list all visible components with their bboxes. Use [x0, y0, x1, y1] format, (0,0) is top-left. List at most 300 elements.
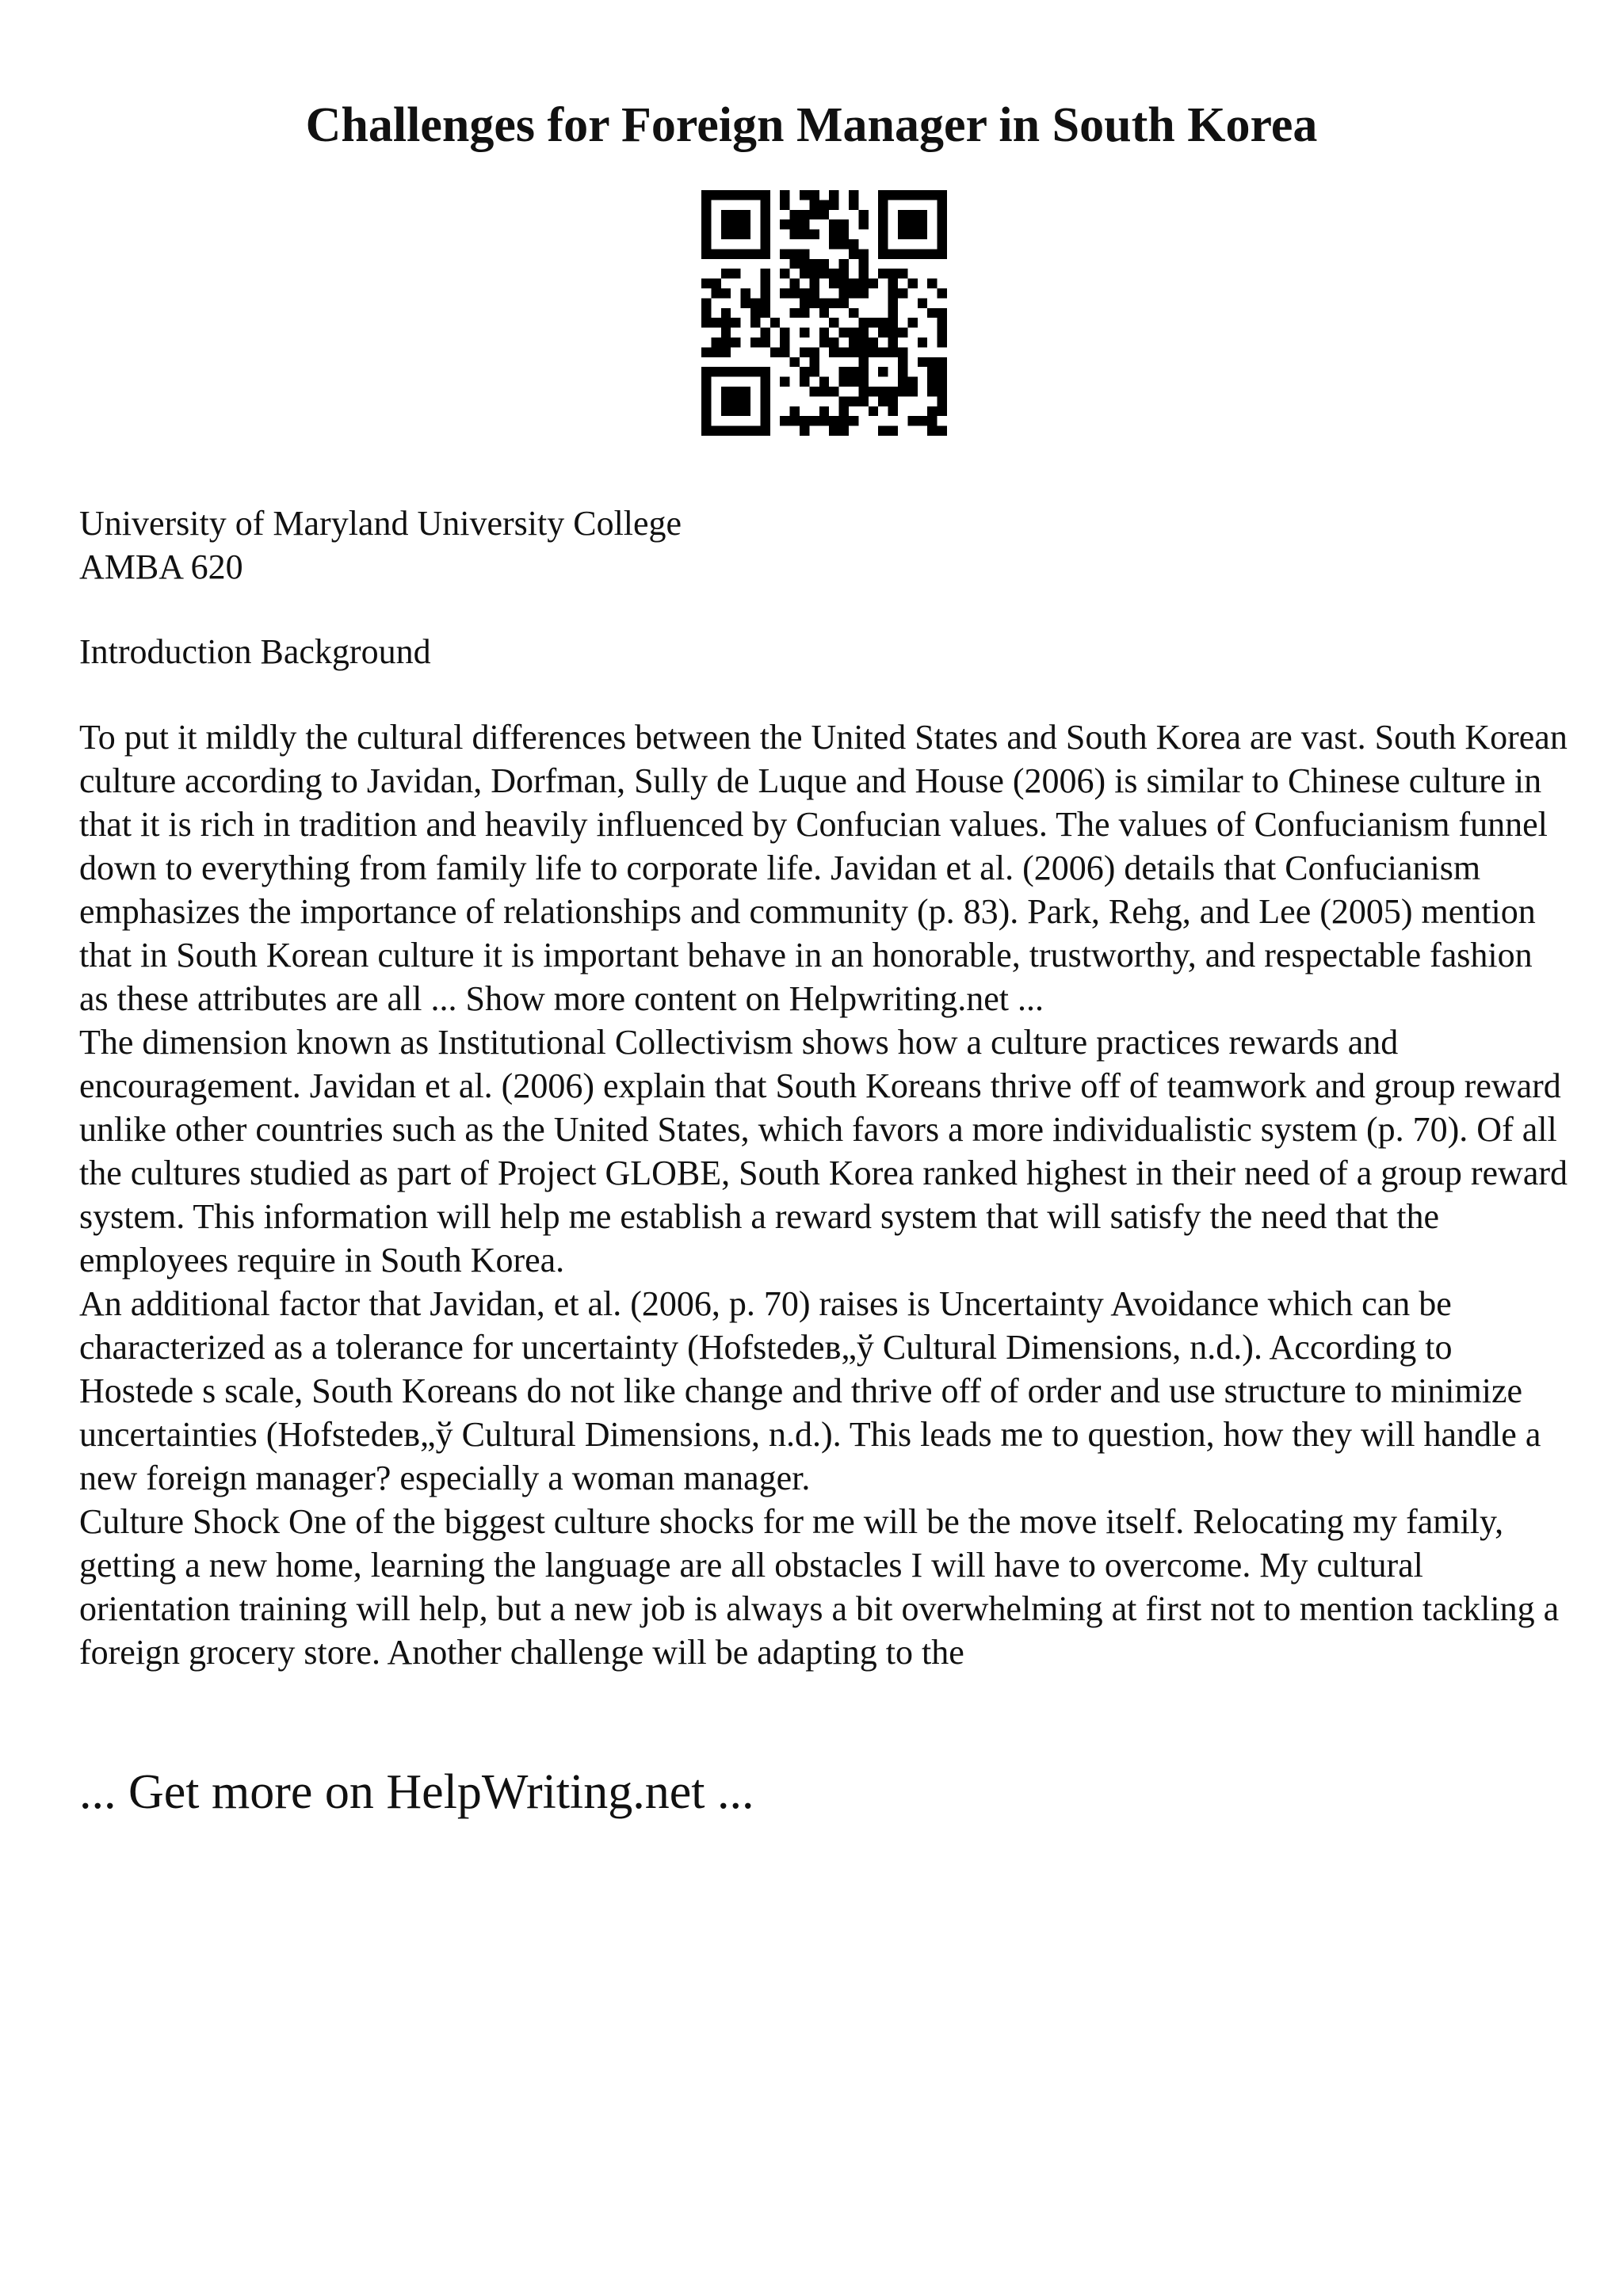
qr-module — [731, 219, 740, 229]
qr-module — [819, 377, 829, 387]
qr-module — [858, 219, 868, 229]
qr-module — [780, 416, 789, 425]
qr-module — [829, 318, 838, 327]
qr-module — [858, 338, 868, 347]
qr-module — [888, 328, 898, 338]
qr-module — [741, 396, 750, 406]
qr-module — [938, 308, 947, 318]
qr-module — [858, 347, 868, 357]
qr-module — [878, 249, 888, 258]
qr-module — [869, 387, 878, 396]
qr-module — [790, 210, 800, 219]
qr-module — [878, 387, 888, 396]
course-code: AMBA 620 — [79, 547, 243, 586]
qr-module — [711, 190, 720, 200]
qr-module — [701, 298, 711, 307]
qr-module — [849, 396, 858, 406]
qr-module — [898, 288, 907, 298]
qr-module — [701, 318, 711, 327]
qr-module — [800, 288, 809, 298]
qr-module — [790, 406, 800, 416]
qr-module — [790, 230, 800, 239]
paragraph-1: To put it mildly the cultural differences between the United States and South Korea are vast. South Korean culture according to Javidan, Dorfman, Sully de Luque and House (2006) is similar to Chinese culture in that it is rich in tradition and heavily influenced by Confucian values. The values of Confucianism funnel down to everything from family life to corporate life. Javidan et al. (2006) details that Confucianism emphasizes the importance of relationships and community (p. 83). Park, Rehg, and Lee (2005) mention that in South Korean culture it is important behave in an honorable, trustworthy, and respectable fashion as these attributes are all ... Show more content on Helpwriting.net ... — [79, 718, 1568, 1018]
institution-name: University of Maryland University College — [79, 504, 682, 543]
qr-module — [898, 249, 907, 258]
qr-module — [741, 219, 750, 229]
qr-module — [938, 357, 947, 367]
qr-module — [721, 219, 731, 229]
qr-module — [701, 396, 711, 406]
course-info — [79, 502, 1569, 589]
qr-module — [721, 308, 731, 318]
qr-module — [907, 387, 917, 396]
qr-module — [858, 396, 868, 406]
qr-module — [800, 249, 809, 258]
qr-module — [760, 219, 769, 229]
qr-module — [760, 269, 769, 278]
qr-module — [701, 347, 711, 357]
qr-module — [790, 308, 800, 318]
qr-module — [878, 318, 888, 327]
qr-module — [701, 387, 711, 396]
qr-module — [918, 416, 927, 425]
qr-module — [839, 347, 849, 357]
qr-module — [800, 259, 809, 269]
qr-module — [829, 200, 838, 209]
qr-module — [907, 210, 917, 219]
qr-module — [721, 249, 731, 258]
qr-module — [780, 347, 789, 357]
qr-module — [918, 298, 927, 307]
qr-module — [780, 269, 789, 278]
qr-module — [849, 239, 858, 249]
qr-module — [741, 367, 750, 376]
qr-module — [858, 318, 868, 327]
qr-module — [869, 338, 878, 347]
qr-module — [849, 190, 858, 200]
qr-module — [711, 318, 720, 327]
qr-module — [888, 279, 898, 288]
qr-module — [721, 210, 731, 219]
qr-module — [819, 298, 829, 307]
qr-module — [760, 367, 769, 376]
qr-module — [750, 338, 760, 347]
qr-module — [839, 230, 849, 239]
qr-module — [829, 416, 838, 425]
qr-module — [839, 396, 849, 406]
qr-module — [800, 308, 809, 318]
qr-module — [809, 269, 819, 278]
qr-module — [858, 210, 868, 219]
qr-module — [809, 190, 819, 200]
qr-module — [938, 406, 947, 416]
qr-module — [839, 367, 849, 376]
qr-module — [927, 308, 937, 318]
qr-module — [819, 210, 829, 219]
qr-module — [849, 308, 858, 318]
qr-module — [927, 249, 937, 258]
qr-module — [809, 200, 819, 209]
qr-module — [888, 396, 898, 406]
qr-module — [711, 249, 720, 258]
qr-module — [790, 416, 800, 425]
qr-module — [780, 338, 789, 347]
qr-module — [760, 298, 769, 307]
qr-module — [701, 279, 711, 288]
qr-module — [809, 210, 819, 219]
qr-module — [701, 426, 711, 436]
qr-module — [721, 367, 731, 376]
get-more-link[interactable]: ... Get more on HelpWriting.net ... — [79, 1765, 754, 1819]
qr-module — [741, 230, 750, 239]
qr-module — [701, 190, 711, 200]
qr-module — [839, 298, 849, 307]
qr-module — [927, 377, 937, 387]
qr-module — [839, 416, 849, 425]
qr-module — [760, 396, 769, 406]
qr-module — [721, 338, 731, 347]
qr-module — [750, 426, 760, 436]
qr-module — [927, 406, 937, 416]
qr-module — [888, 406, 898, 416]
qr-module — [741, 210, 750, 219]
qr-module — [711, 347, 720, 357]
qr-module — [878, 367, 888, 376]
qr-module — [800, 416, 809, 425]
qr-module — [819, 200, 829, 209]
qr-module — [878, 328, 888, 338]
qr-module — [809, 298, 819, 307]
qr-module — [721, 190, 731, 200]
qr-module — [898, 269, 907, 278]
qr-module — [800, 298, 809, 307]
qr-module — [701, 249, 711, 258]
qr-module — [888, 308, 898, 318]
qr-module — [907, 279, 917, 288]
qr-module — [800, 347, 809, 357]
qr-module — [858, 288, 868, 298]
qr-module — [819, 338, 829, 347]
qr-module — [701, 239, 711, 249]
qr-module — [898, 219, 907, 229]
qr-module — [839, 219, 849, 229]
qr-module — [760, 230, 769, 239]
qr-module — [701, 308, 711, 318]
qr-module — [938, 288, 947, 298]
qr-module — [750, 367, 760, 376]
qr-module — [750, 308, 760, 318]
qr-module — [927, 416, 937, 425]
qr-module — [770, 347, 780, 357]
qr-module — [701, 406, 711, 416]
qr-module — [819, 269, 829, 278]
qr-module — [849, 200, 858, 209]
qr-module — [849, 249, 858, 258]
paragraph-4: Culture Shock One of the biggest culture shocks for me will be the move itself. Relocating my family, getting a new home, learning the language are all obstacles I will have to overcome. My cultural orientation training will help, but a new job is always a bit overwhelming at first not to mention tackling a foreign grocery store. Another challenge will be adapting to the — [79, 1502, 1560, 1672]
article-body — [79, 715, 1569, 1674]
qr-module — [918, 338, 927, 347]
qr-module — [878, 210, 888, 219]
qr-module — [800, 377, 809, 387]
qr-module — [878, 230, 888, 239]
qr-module — [731, 406, 740, 416]
qr-module — [888, 298, 898, 307]
qr-module — [711, 279, 720, 288]
qr-module — [701, 200, 711, 209]
qr-module — [800, 426, 809, 436]
qr-module — [878, 347, 888, 357]
qr-module — [888, 387, 898, 396]
qr-module — [741, 426, 750, 436]
qr-module — [888, 338, 898, 347]
qr-module — [741, 298, 750, 307]
qr-module — [898, 210, 907, 219]
qr-module — [888, 190, 898, 200]
qr-module — [829, 230, 838, 239]
qr-module — [760, 239, 769, 249]
qr-module — [721, 426, 731, 436]
qr-module — [888, 288, 898, 298]
qr-module — [760, 279, 769, 288]
qr-module — [760, 190, 769, 200]
qr-module — [800, 230, 809, 239]
qr-module — [829, 426, 838, 436]
qr-module — [731, 230, 740, 239]
qr-module — [938, 210, 947, 219]
qr-module — [839, 288, 849, 298]
qr-module — [760, 308, 769, 318]
qr-module — [898, 387, 907, 396]
qr-module — [760, 328, 769, 338]
qr-module — [741, 387, 750, 396]
qr-module — [907, 230, 917, 239]
qr-module — [741, 406, 750, 416]
qr-module — [790, 357, 800, 367]
qr-module — [907, 219, 917, 229]
qr-module — [711, 426, 720, 436]
paragraph-3: An additional factor that Javidan, et al. (2006, p. 70) raises is Uncertainty Avoidance which can be characterized as a tolerance for uncertainty (Hofstedeв„ў Cultural Dimensions, n.d.). According to Hostede s scale, South Koreans do not like change and thrive off of order and use structure to minimize uncertainties (Hofstedeв„ў Cultural Dimensions, n.d.). This leads me to question, how they will handle a new foreign manager? especially a woman manager. — [79, 1284, 1541, 1497]
qr-module — [701, 377, 711, 387]
qr-module — [918, 190, 927, 200]
qr-module — [809, 357, 819, 367]
qr-module — [780, 249, 789, 258]
qr-module — [858, 387, 868, 396]
qr-module — [760, 416, 769, 425]
qr-module — [741, 190, 750, 200]
qr-module — [819, 416, 829, 425]
qr-module — [898, 357, 907, 367]
qr-module — [701, 230, 711, 239]
qr-module — [819, 387, 829, 396]
qr-module — [869, 318, 878, 327]
qr-module — [780, 190, 789, 200]
qr-module — [800, 367, 809, 376]
qr-module — [721, 269, 731, 278]
qr-module — [878, 426, 888, 436]
qr-module — [927, 367, 937, 376]
qr-module — [888, 269, 898, 278]
qr-module — [839, 269, 849, 278]
qr-module — [858, 269, 868, 278]
qr-module — [869, 279, 878, 288]
qr-module — [878, 190, 888, 200]
qr-module — [760, 210, 769, 219]
qr-module — [701, 416, 711, 425]
qr-module — [809, 387, 819, 396]
qr-module — [741, 249, 750, 258]
qr-module — [938, 190, 947, 200]
qr-module — [878, 269, 888, 278]
qr-module — [849, 338, 858, 347]
qr-module — [721, 230, 731, 239]
qr-module — [760, 406, 769, 416]
qr-module — [938, 396, 947, 406]
qr-module — [741, 288, 750, 298]
qr-module — [780, 328, 789, 338]
qr-code-icon[interactable] — [701, 190, 947, 436]
qr-module — [938, 387, 947, 396]
qr-module — [938, 230, 947, 239]
qr-module — [878, 200, 888, 209]
qr-module — [907, 249, 917, 258]
qr-module — [898, 328, 907, 338]
qr-module — [760, 249, 769, 258]
qr-module — [849, 279, 858, 288]
qr-module — [888, 249, 898, 258]
qr-module — [800, 219, 809, 229]
qr-module — [839, 239, 849, 249]
qr-module — [938, 200, 947, 209]
qr-module — [731, 338, 740, 347]
document-title: Challenges for Foreign Manager in South Korea — [305, 98, 1318, 152]
qr-module — [819, 308, 829, 318]
qr-module — [750, 249, 760, 258]
qr-module — [839, 406, 849, 416]
qr-module — [701, 219, 711, 229]
qr-module — [760, 200, 769, 209]
qr-module — [701, 210, 711, 219]
qr-module — [721, 387, 731, 396]
qr-module — [918, 357, 927, 367]
qr-module — [849, 288, 858, 298]
qr-module — [829, 387, 838, 396]
qr-module — [829, 219, 838, 229]
qr-module — [918, 230, 927, 239]
qr-module — [760, 426, 769, 436]
qr-module — [898, 347, 907, 357]
qr-module — [809, 259, 819, 269]
qr-module — [878, 219, 888, 229]
qr-module — [809, 230, 819, 239]
qr-module — [927, 387, 937, 396]
qr-module — [918, 219, 927, 229]
qr-module — [809, 367, 819, 376]
qr-module — [839, 328, 849, 338]
qr-module — [938, 377, 947, 387]
qr-module — [888, 426, 898, 436]
qr-module — [731, 249, 740, 258]
qr-module — [839, 377, 849, 387]
qr-module — [829, 347, 838, 357]
qr-module — [888, 347, 898, 357]
qr-module — [819, 406, 829, 416]
qr-module — [839, 426, 849, 436]
qr-module — [927, 279, 937, 288]
qr-module — [938, 328, 947, 338]
qr-module — [829, 239, 838, 249]
qr-module — [809, 279, 819, 288]
qr-module — [907, 190, 917, 200]
qr-module — [790, 249, 800, 258]
qr-module — [918, 249, 927, 258]
qr-module — [829, 279, 838, 288]
qr-module — [938, 249, 947, 258]
qr-module — [938, 318, 947, 327]
qr-module — [829, 269, 838, 278]
qr-module — [711, 338, 720, 347]
qr-module — [849, 416, 858, 425]
qr-module — [750, 298, 760, 307]
qr-code-graphic — [701, 190, 947, 436]
qr-module — [800, 328, 809, 338]
qr-module — [721, 406, 731, 416]
qr-module — [760, 288, 769, 298]
qr-module — [731, 396, 740, 406]
qr-module — [800, 190, 809, 200]
qr-module — [878, 396, 888, 406]
qr-module — [858, 259, 868, 269]
qr-module — [800, 269, 809, 278]
qr-module — [780, 377, 789, 387]
qr-module — [938, 239, 947, 249]
qr-module — [780, 288, 789, 298]
qr-module — [731, 318, 740, 327]
qr-module — [829, 190, 838, 200]
qr-module — [711, 288, 720, 298]
qr-module — [809, 347, 819, 357]
qr-module — [907, 377, 917, 387]
qr-module — [898, 377, 907, 387]
qr-module — [858, 279, 868, 288]
qr-module — [819, 328, 829, 338]
qr-module — [731, 269, 740, 278]
qr-module — [809, 416, 819, 425]
qr-module — [721, 318, 731, 327]
qr-module — [849, 328, 858, 338]
section-heading: Introduction Background — [79, 632, 431, 671]
qr-module — [829, 338, 838, 347]
qr-module — [800, 210, 809, 219]
qr-module — [721, 396, 731, 406]
qr-module — [809, 288, 819, 298]
qr-module — [907, 318, 917, 327]
qr-module — [721, 288, 731, 298]
qr-module — [888, 318, 898, 327]
qr-module — [819, 259, 829, 269]
qr-module — [829, 298, 838, 307]
paragraph-2: The dimension known as Institutional Collectivism shows how a culture practices rewards and encouragement. Javidan et al. (2006) explain that South Koreans thrive off of teamwork and group reward unlike other countries such as the United States, which favors a more individualistic system (p. 70). Of all the cultures studied as part of Project GLOBE, South Korea ranked highest in their need of a group reward system. This information will help me establish a reward system that will satisfy the need that the employees require in South Korea. — [79, 1023, 1568, 1280]
qr-module — [927, 357, 937, 367]
qr-module — [731, 387, 740, 396]
qr-module — [790, 279, 800, 288]
qr-module — [731, 426, 740, 436]
qr-module — [858, 328, 868, 338]
qr-module — [750, 190, 760, 200]
qr-module — [780, 200, 789, 209]
qr-module — [898, 230, 907, 239]
qr-module — [858, 367, 868, 376]
qr-module — [907, 416, 917, 425]
